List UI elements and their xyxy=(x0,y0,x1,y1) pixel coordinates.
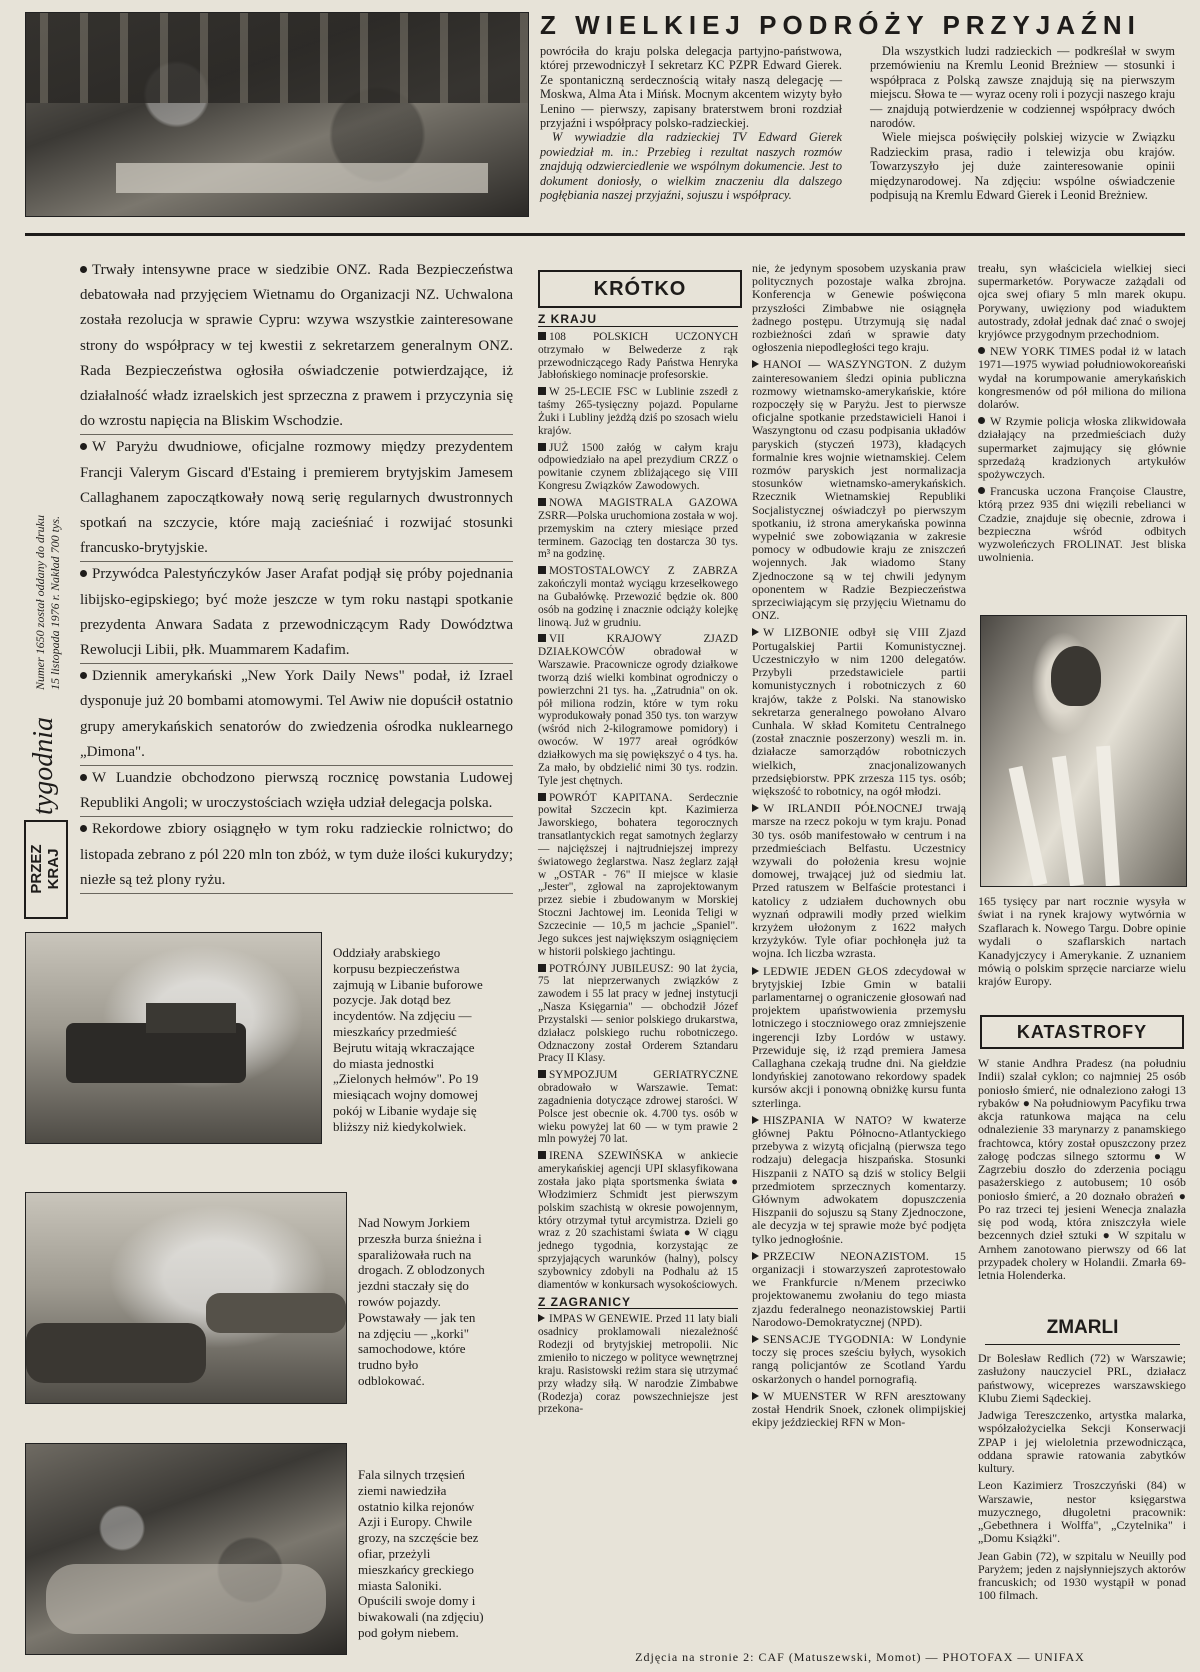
krotko-item: 108 POLSKICH UCZONYCH otrzymało w Belwederze z rąk przewodniczącego Rady Państwa Henryka Jabłońskiego nominacje profesorskie. xyxy=(538,330,738,382)
krotko-item: IRENA SZEWIŃSKA w ankiecie amerykańskiej agencji UPI sklasyfikowana została jako piąta sportsmenka świata ● Włodzimierz Schmidt jest pierwszym polskim szachistą w okresie powojennym, który otrzymał tytuł arcymistrza. Dzieli go wraz z 20 szachistami świata ● W ciągu jednego tygodnia, korzystając ze sprzyjających warunków (halny), polscy szybownicy zdobyli na Podhalu aż 15 diamentów w konkursach wysokościowych. xyxy=(538,1150,738,1291)
header-col-2-text-b: Wiele miejsca poświęciły polskiej wizycie w Związku Radzieckim prasa, radio i telewizja obu krajów. Towarzyszyło jej duże zainteresowanie opinii międzynarodowej. Na zdjęciu: wspólne oświadczenie podpisują na Kremlu Edward Gierek i Leonid Breżniew. xyxy=(870,130,1175,203)
world-item: HANOI — WASZYNGTON. Z dużym zainteresowaniem śledzi opinia publiczna rozmowy wietnamsko-amerykańskie, które rozpoczęły się w Paryżu. Jest to pierwsze oficjalne spotkanie przedstawicieli Hanoi i Waszyngtonu od czasu podpisania układów paryskich (styczeń 1973), kładących formalnie kres wojnie wietnamskiej. Celem rozmów paryskich jest normalizacja stosunków wietnamsko-amerykańskich. Rzecznik Wietnamskiej Republiki Socjalistycznej oświadczył po pierwszym spotkaniu, iż strona amerykańska powinna wypełnić swe zobowiązania w zakresie pomocy w odbudowie kraju ze zniszczeń wojennych. Jak wiadomo Stany Zjednoczone są w tej chwili jedynym oponentem w Radzie Bezpieczeństwa sprzeciwiającym się przyjęciu Wietnamu do ONZ. xyxy=(752,357,966,623)
krotko-heading: KRÓTKO xyxy=(538,270,742,308)
masthead-date: 15 listopada 1976 r. Nakład 700 tys. xyxy=(48,515,62,690)
caption-saloniki: Fala silnych trzęsień ziemi nawiedziła ostatnio kilka rejonów Azji i Europy. Chwile grozy, na szczęście bez ofiar, przeżyli mieszkańcy greckiego miasta Saloniki. Opuścili swoje domy i biwakowali (na zdjęciu) pod gołym niebem. xyxy=(358,1467,484,1640)
world-item: Francuska uczona Françoise Claustre, którą przez 935 dni więzili rebelianci w Czadzie, znajduje się obecnie, zdrowa i bezpieczna wśród odbitych wyzwoleńczych FROLINAT. Jest bliska uwolnienia. xyxy=(978,484,1186,565)
triangle-bullet-icon xyxy=(752,804,759,812)
obituary-item: Dr Bolesław Redlich (72) w Warszawie; zasłużony nauczyciel PRL, działacz państwowy, wiceprezes warszawskiego Klubu Ziemi Sądeckiej. xyxy=(978,1351,1186,1405)
world-item: HISZPANIA W NATO? W kwaterze głównej Paktu Północno-Atlantyckiego przebywa z wizytą oficjalną (pierwsza tego rodzaju) delegacja hiszpańska. Stosunki Hiszpanii z NATO są dziś w stolicy Belgii przedmiotem sprzecznych komentarzy. Głównym adwokatem dopuszczenia Hiszpanii do sojuszu są Stany Zjednoczone, ale decyzja w tej sprawie może być podjęta tylko jednogłośnie. xyxy=(752,1112,966,1246)
photo-skis xyxy=(980,615,1187,887)
photo-saloniki xyxy=(25,1443,347,1655)
header-col-2-text: Dla wszystkich ludzi radzieckich — podkreślał w swym przemówieniu na Kremlu Leonid Breżniew — stosunki i współpraca z Polską zawsze znajdują się na pierwszym miejscu. Słowa te — wyraz oceny roli i pozycji naszego kraju — znajdują potwierdzenie w codziennej współpracy dwóch narodów. xyxy=(870,44,1175,131)
top-photo-signing xyxy=(25,12,529,217)
caption-new-york: Nad Nowym Jorkiem przeszła burza śnieżna i sparaliżowała ruch na drogach. Z oblodzonych jezdni staczały się do rowów pojazdy. Powstawały — jak ten na zdjęciu — „korki" samochodowe, które trudno było odblokować. xyxy=(358,1215,485,1388)
section-z-kraju: Z KRAJU xyxy=(538,313,738,327)
square-bullet-icon xyxy=(538,332,546,340)
photo-credits: Zdjęcia na stronie 2: CAF (Matuszewski, Momot) — PHOTOFAX — UNIFAX xyxy=(635,1650,1085,1664)
news-item: W Luandzie obchodzono pierwszą rocznicę powstania Ludowej Republiki Angoli; w uroczystościach wzięła udział delegacja polska. xyxy=(80,766,513,817)
krotko-item: POWRÓT KAPITANA. Serdecznie powitał Szczecin kpt. Kazimierza Jaworskiego, bohatera tegorocznych transatlantyckich regat samotnych żeglarzy — najcięższej i najtrudniejszej imprezy światowego żeglarstwa. Nasz żeglarz zajął w „OSTAR - 76" II miejsce w klasie „Jester", zgłowal na zaprojektowanym przez siebie i zbudowanym w Morskiej Stoczni Jachtowej im. Leonida Teligi w Szczecinie — 10,5 m jachcie „Spaniel". Jego sukces jest największym osiągnięciem w historii polskiego jachtingu. xyxy=(538,791,738,958)
bullet-icon xyxy=(80,672,87,679)
square-bullet-icon xyxy=(538,964,546,972)
katastrofy-heading: KATASTROFY xyxy=(980,1015,1184,1049)
header-col-1-text-b: W wywiadzie dla radzieckiej TV Edward Gierek powiedział m. in.: Przebieg i rezultat naszych rozmów znajdują odzwierciedlenie we wspólnym dokumencie. Jest to dokument doniosły, o wielkim znaczeniu dla dalszego pogłębiania naszej przyjaźni, sojuszu i współpracy. xyxy=(540,130,842,203)
square-bullet-icon xyxy=(538,498,546,506)
bullet-icon xyxy=(978,487,985,494)
zmarli-list xyxy=(978,1352,1186,1607)
news-item: Trwały intensywne prace w siedzibie ONZ. Rada Bezpieczeństwa debatowała nad przyjęciem Wietnamu do Organizacji NZ. Uchwalona została rezolucja w sprawie Cypru: wzywa wszystkie zainteresowane strony do współpracy w tej kwestii z sekretarzem generalnym ONZ. Rada Bezpieczeństwa ogłosiła oświadczenie potwierdzające, iż działalność władz izraelskich jest sprzeczna z prawem i przyczynia się do wzrostu napięcia na Bliskim Wschodzie. xyxy=(80,258,513,435)
news-item: Przywódca Palestyńczyków Jaser Arafat podjął się próby pojednania libijsko-egipskiego; być może jeszcze w tym roku nastąpi spotkanie prezydenta Anwara Sadata z przewodniczącym Rady Dowództwa Rewolucji Libii, płk. Muammarem Kadafim. xyxy=(80,562,513,664)
square-bullet-icon xyxy=(538,793,546,801)
krotko-item: W 25-LECIE FSC w Lublinie zszedł z taśmy 265-tysięczny pojazd. Popularne Żuki i Lubliny jeżdżą dziś po szosach wielu krajów. xyxy=(538,386,738,437)
top-divider xyxy=(25,233,1185,236)
bullet-icon xyxy=(80,774,87,781)
caption-skis: 165 tysięcy par nart rocznie wysyła w świat i na rynek krajowy wytwórnia w Szaflarach k. Nowego Targu. Dobre opinie wydali o szaflarskich nartach Kanadyjczycy i Amerykanie. Z uznaniem mówią o polskim sprzęcie narciarze wielu krajów Europy. xyxy=(978,894,1186,989)
square-bullet-icon xyxy=(538,634,546,642)
world-item: W LIZBONIE odbył się VIII Zjazd Portugalskiej Partii Komunistycznej. Uczestniczyło w nim 1200 delegatów. Przybyli przedstawiciele partii komunistycznych i robotniczych z 60 krajów, także z Polski. Na stanowisko sekretarza generalnego powołano Alvaro Cunhala. W skład Komitetu Centralnego (został znacznie poszerzony) weszli m. in. działacze samorządów robotniczych wielkich, znacjonalizowanych przedsiębiorstw. PPK zrzesza 115 tys. osób; większość to robotnicy, na ogół młodzi. xyxy=(752,625,966,798)
square-bullet-icon xyxy=(538,1151,546,1159)
bullet-icon xyxy=(80,443,87,450)
world-item: PRZECIW NEONAZISTOM. 15 organizacji i stowarzyszeń zaprotestowało we Frankfurcie n/Menem przeciwko projektowanemu zwołaniu do tego miasta zjazdu federalnego neonazistowskiej Partii Narodowo-Demokratycznej (NPD). xyxy=(752,1248,966,1329)
obituary-item: Jadwiga Tereszczenko, artystka malarka, współzałożycielka Sekcji Konserwacji ZPAP i jej wieloletnia przewodnicząca, oddana sprawie ratowania zabytków kultury. xyxy=(978,1408,1186,1475)
triangle-bullet-icon xyxy=(752,628,759,636)
triangle-bullet-icon xyxy=(752,967,759,975)
world-item: nie, że jedynym sposobem uzyskania praw politycznych pozostaje walka zbrojna. Konferencja w Genewie poświęcona przyszłości Zimbabwe nie osiągnęła żadnego postępu. Utrzymują się nadal rozbieżności zdań w sprawie daty ogłoszenia niepodległości tego kraju. xyxy=(752,261,966,355)
triangle-bullet-icon xyxy=(752,1392,759,1400)
bullet-icon xyxy=(978,347,985,354)
krotko-item: POTRÓJNY JUBILEUSZ: 90 lat życia, 75 lat nieprzerwanych związków z zawodem i 55 lat pracy w jednej instytucji „Nasza Księgarnia" — obchodził Józef Przystalski — senior polskiego drukarstwa, działacz polskiego ruchu robotniczego. Odznaczony został Orderem Sztandaru Pracy II Klasy. xyxy=(538,962,738,1065)
krotko-item: IMPAS W GENEWIE. Przed 11 laty biali osadnicy proklamowali niezależność Rodezji od brytyjskiej metropolii. Nic zmieniło to niczego w polityce wewnętrznej kraju. Rasistowski reżim stara się utrzymać przy władzy siłą. W narodzie Zimbabwe (Rodezja) coraz powszechniejsze jest przekona- xyxy=(538,1313,738,1416)
caption-lebanon: Oddziały arabskiego korpusu bezpieczeństwa zajmują w Libanie buforowe pozycje. Jak dotąd bez incydentów. Na zdjęciu — mieszkańcy przedmieść Bejrutu witają wkraczające do miasta jednostki „Zielonych hełmów". Po 19 miesiącach wojny domowej pokój w Libanie wydaje się bliższy niż kiedykolwiek. xyxy=(333,945,483,1134)
krotko-item: NOWA MAGISTRALA GAZOWA ZSRR—Polska uruchomiona została w woj. przemyskim na cztery miesiące przed terminem. Gazociąg ten dostarcza 30 tys. m³ na godzinę. xyxy=(538,496,738,561)
masthead-issue: Numer 1650 został oddany do druku xyxy=(33,515,47,690)
obituary-item: Leon Kazimierz Troszczyński (84) w Warszawie, nestor księgarstwa muzycznego, długoletni pracownik: „Gebethnera i Wolffa", „Czytelnika" i „Domu Książki". xyxy=(978,1478,1186,1546)
triangle-bullet-icon xyxy=(752,1116,759,1124)
krotko-item: JUŻ 1500 załóg w całym kraju odpowiedziało na apel prezydium CRZZ o powitanie czynem zbliżającego się VIII Kongresu Związków Zawodowych. xyxy=(538,441,738,493)
bullet-icon xyxy=(978,417,985,424)
world-item: LEDWIE JEDEN GŁOS zdecydował w brytyjskiej Izbie Gmin w batalii parlamentarnej o ograniczenie głosowań nad projektem upaństwowienia przemysłu lotniczego i stoczniowego oraz zmniejszenie ingerencji Izby Lordów w ustawy. Przewiduje się, iż rząd premiera Jamesa Callaghana czekają trudne dni. Na giełdzie londyńskiej zanotowano rekordowy spadek kursów akcji i ponowną obniżkę kursu funta szterlinga. xyxy=(752,963,966,1110)
article-title: Z WIELKIEJ PODRÓŻY PRZYJAŹNI xyxy=(540,10,1141,40)
news-item: W Paryżu dwudniowe, oficjalne rozmowy między prezydentem Francji Valerym Giscard d'Estaing i premierem brytyjskim Jamesem Callaghanem zapoczątkowały nową serię regularnych dwustronnych spotkań na szczycie, które mają zacieśniać i rozwijać stosunki francusko-brytyjskie. xyxy=(80,435,513,562)
world-column xyxy=(752,262,966,1433)
world-item: W IRLANDII PÓŁNOCNEJ trwają marsze na rzecz pokoju w tym kraju. Ponad 30 tys. osób manifestowało w centrum i na przedmieściach Belfastu. Uczestnicy wzywali do położenia kresu wojnie domowej, trwającej już od siedmiu lat. Przed ratuszem w Belfaście protestanci i katolicy z udziałem duchownych obu wyznań odprawili modły przed wielkim krzyżem ułożonym z 1622 małych krzyżyków. Tyle ofiar pochłonęła już ta wojna. Ich liczba wzrasta. xyxy=(752,801,966,961)
world-item: W MUENSTER W RFN aresztowany został Hendrik Snoek, członek olimpijskiej ekipy jeździeckiej RFN w Mon- xyxy=(752,1388,966,1430)
world-item: treału, syn właściciela wielkiej sieci supermarketów. Porywacze zażądali od ojca swej ofiary 5 mln marek okupu. Porywany, uwięziony pod wiaduktem autostrady, zdołał jednak dać znać o swojej kryjówce przygodnym przechodniom. xyxy=(978,261,1186,342)
news-list xyxy=(80,258,513,894)
news-item: Dziennik amerykański „New York Daily News" podał, iż Izrael dysponuje już 20 bombami atomowymi. Tel Awiw nie dopuścił ostatnio grupy amerykańskich senatorów do zwiedzenia ośrodka nuklearnego „Dimona". xyxy=(80,664,513,766)
triangle-bullet-icon xyxy=(538,1314,545,1322)
obituary-item: Jean Gabin (72), w szpitalu w Neuilly pod Paryżem; jeden z najsłynniejszych aktorów francuskich; od 1930 wystąpił w ponad 100 filmach. xyxy=(978,1548,1186,1603)
krotko-item: MOSTOSTALOWCY Z ZABRZA zakończyli montaż wyciągu krzesełkowego na Gubałówkę. Przewozić będzie ok. 800 osób na godzinę i znacznie odciąży kolejkę linową. Już w grudniu. xyxy=(538,565,738,629)
world-item: NEW YORK TIMES podał iż w latach 1971—1975 wywiad południowokoreański wydał na korumpowanie amerykańskich kongresmenów od pół miliona do miliona dolarów. xyxy=(978,344,1186,412)
header-col-1-text: powróciła do kraju polska delegacja partyjno-państwowa, której przewodniczył I sekretarz KC PZPR Edward Gierek. Ze spontaniczną serdecznością witały naszą delegację — Moskwa, Alma Ata i Mińsk. Mocnym akcentem wizyty było Lenino — pierwszy, zapisany braterstwem broni rozdział przyjaźni i współpracy polsko-radzieckiej. xyxy=(540,44,842,131)
section-z-zagranicy: Z ZAGRANICY xyxy=(538,1296,738,1310)
masthead-logo-text: PRZEZ KRAJ xyxy=(28,844,62,894)
triangle-bullet-icon xyxy=(752,1252,759,1260)
world-item: SENSACJE TYGODNIA: W Londynie toczy się proces sześciu byłych, wysokich rangą policjantów ze Scotland Yardu oskarżonych o handel pornografią. xyxy=(752,1332,966,1386)
square-bullet-icon xyxy=(538,387,546,395)
world-column-2 xyxy=(978,262,1186,568)
photo-new-york xyxy=(25,1192,347,1404)
triangle-bullet-icon xyxy=(752,360,759,368)
zmarli-heading: ZMARLI xyxy=(1046,1317,1119,1338)
header-col-1 xyxy=(540,44,842,202)
krotko-item: VII KRAJOWY ZJAZD DZIAŁKOWCÓW obradował w Warszawie. Pracownicze ogrody działkowe tworzą dziś wielki kombinat ogrodniczy o powierzchni 21 tys. ha. „Zatrudnia" on ok. pół miliona rodzin, które w tym roku wyprodukowały ponad 350 tys. ton warzyw (wśród nich 2-kilogramowe pomidory) i owoców. W 1977 areał ogródków działkowych ma się powiększyć o 4 tys. ha. Za mało, by obdzielić nimi 30 tys. rodzin. Tyle jest chętnych. xyxy=(538,633,738,787)
square-bullet-icon xyxy=(538,443,546,451)
masthead-name: tygodnia xyxy=(28,717,59,815)
bullet-icon xyxy=(80,570,87,577)
square-bullet-icon xyxy=(538,566,546,574)
zmarli-rule xyxy=(985,1344,1180,1345)
square-bullet-icon xyxy=(538,1070,546,1078)
katastrofy-text: W stanie Andhra Pradesz (na południu Indii) szalał cyklon; co najmniej 25 osób poniosło śmierć, nie odnaleziono załogi 13 rybaków ● Na południowym Pacyfiku trwa akcja ratunkowa mająca na celu odnalezienie 33 marynarzy z panamskiego frachtowca, który został opuszczony przez załogę podczas silnego sztormu ● W Zagrzebiu doszło do zderzenia pociągu pasażerskiego z autobusem; 10 osób poniosło śmierć, a 20 doznało obrażeń ● Po raz trzeci tej jesieni Wenecja znalazła się pod wodą, która zniszczyła wiele bezcennych dzieł sztuki ● W szpitalu w Arnhem zanotowano pierwszy od 66 lat przypadek cholery w Holandii. Zmarła 69-letnia Holenderka. xyxy=(978,1056,1186,1282)
news-item: Rekordowe zbiory osiągnęło w tym roku radzieckie rolnictwo; do listopada zebrano z pól 220 mln ton zbóż, w tym duże ilości kukurydzy; niezłe są też plony ryżu. xyxy=(80,817,513,894)
bullet-icon xyxy=(80,825,87,832)
world-item: W Rzymie policja włoska zlikwidowała działający na przedmieściach duży supermarket zajmujący się głównie sprzedażą kradzionych artykułów spożywczych. xyxy=(978,414,1186,482)
bullet-icon xyxy=(80,266,87,273)
krotko-column xyxy=(538,313,738,1420)
header-col-2 xyxy=(870,44,1175,202)
triangle-bullet-icon xyxy=(752,1335,759,1343)
photo-lebanon xyxy=(25,932,322,1144)
krotko-item: SYMPOZJUM GERIATRYCZNE obradowało w Warszawie. Temat: zagadnienia dotyczące zdrowej starości. W Polsce jest obecnie ok. 4.700 tys. osób w wieku powyżej lat 60 — w tym prawie 2 mln powyżej 70 lat. xyxy=(538,1069,738,1146)
masthead-logo xyxy=(24,820,68,919)
